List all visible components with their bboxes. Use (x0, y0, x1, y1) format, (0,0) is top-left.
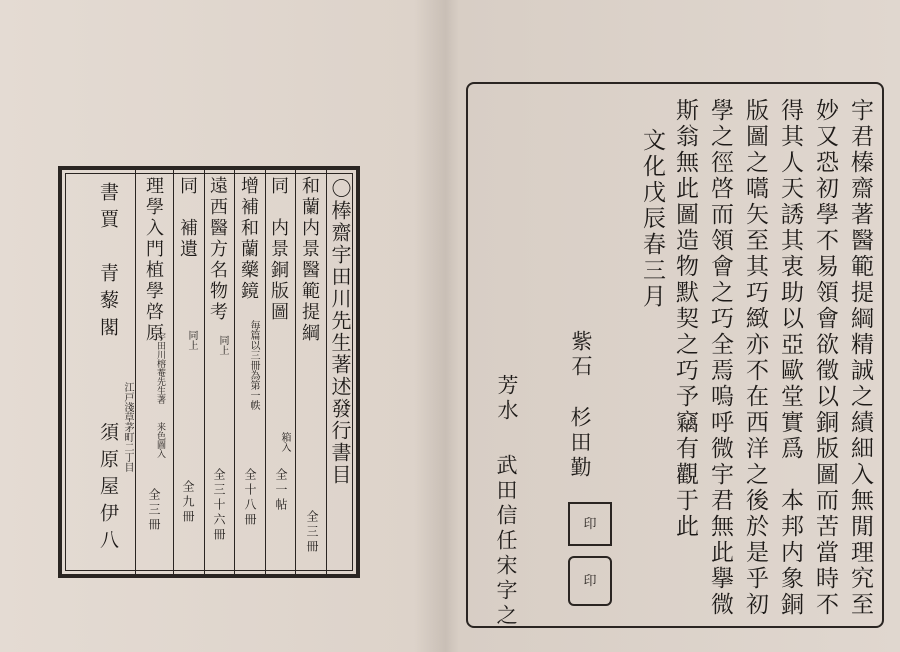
catalog-item-note: 同上 (186, 330, 197, 350)
catalog-item-volumes: 全九冊 (181, 480, 195, 525)
catalog-item-volumes: 全三冊 (305, 510, 319, 555)
left-page (0, 0, 447, 652)
catalog-item-title: 同 補遺 (177, 176, 198, 260)
publisher-name: 須原屋伊八 (97, 422, 119, 557)
signatory-title: 芳水 (495, 374, 519, 424)
preface-line: 版圖之嚆矢至其巧緻亦不在西洋之後於是乎初 (742, 98, 768, 618)
catalog-item-volumes: 全一帖 (274, 468, 288, 513)
catalog-rule (204, 170, 205, 574)
catalog-item-title: 遠西醫方名物考 (207, 176, 228, 323)
catalog-item-title: 理學入門植學啓原 (143, 176, 164, 344)
catalog-item-note: 同上 (217, 335, 228, 355)
catalog-item-note: 毎篇以三冊為第一帙 (248, 320, 259, 410)
catalog-item-volumes: 全十八冊 (243, 468, 257, 528)
catalog-heading: 〇棒齋宇田川先生著述發行書目 (328, 178, 352, 486)
publication-catalog (58, 166, 360, 578)
preface-line: 宇君榛齋著醫範提綱精誠之績細入無閒理究至 (847, 98, 873, 618)
catalog-rule (135, 170, 136, 574)
preface-line: 妙又恐初學不易領會欲徵以銅版圖而苦當時不 (812, 98, 838, 618)
catalog-item-title: 增補和蘭藥鏡 (238, 176, 259, 302)
seal-rounded: 印 (568, 556, 612, 606)
catalog-item-volumes: 全三十六冊 (212, 468, 226, 543)
catalog-rule (295, 170, 296, 574)
publisher-address: 江戸淺草茅町二丁目 (122, 382, 133, 472)
preface-line: 學之徑啓而領會之巧全焉嗚呼微宇君無此擧微 (707, 98, 733, 618)
catalog-item-title: 和蘭内景醫範提綱 (299, 176, 320, 344)
catalog-rule (173, 170, 174, 574)
catalog-item-title: 同 内景銅版圖 (268, 176, 289, 323)
catalog-item-volumes: 全三冊 (147, 488, 161, 533)
signatory-name: 杉田勤 (568, 406, 592, 481)
signatory-name: 武田信任宋字之 (494, 454, 518, 629)
publisher-label: 書賈 青藜閣 (97, 182, 119, 344)
catalog-rule (326, 170, 327, 574)
catalog-rule (265, 170, 266, 574)
preface-line: 得其人天誘其衷助以亞歐堂實爲 本邦内象銅 (777, 98, 803, 618)
right-page (447, 0, 900, 652)
catalog-rule (234, 170, 235, 574)
preface-frame (466, 82, 884, 628)
preface-line: 斯翁無此圖造物默契之巧予竊有觀于此 (672, 98, 698, 540)
catalog-item-note: 箱入 (279, 432, 290, 452)
catalog-item-note: 宇田川榕菴先生著 来色圖入 (155, 332, 165, 458)
signatory-title: 紫石 (569, 330, 593, 380)
seal-square: 印 (568, 502, 612, 546)
preface-date: 文化戊辰春三月 (639, 128, 665, 310)
